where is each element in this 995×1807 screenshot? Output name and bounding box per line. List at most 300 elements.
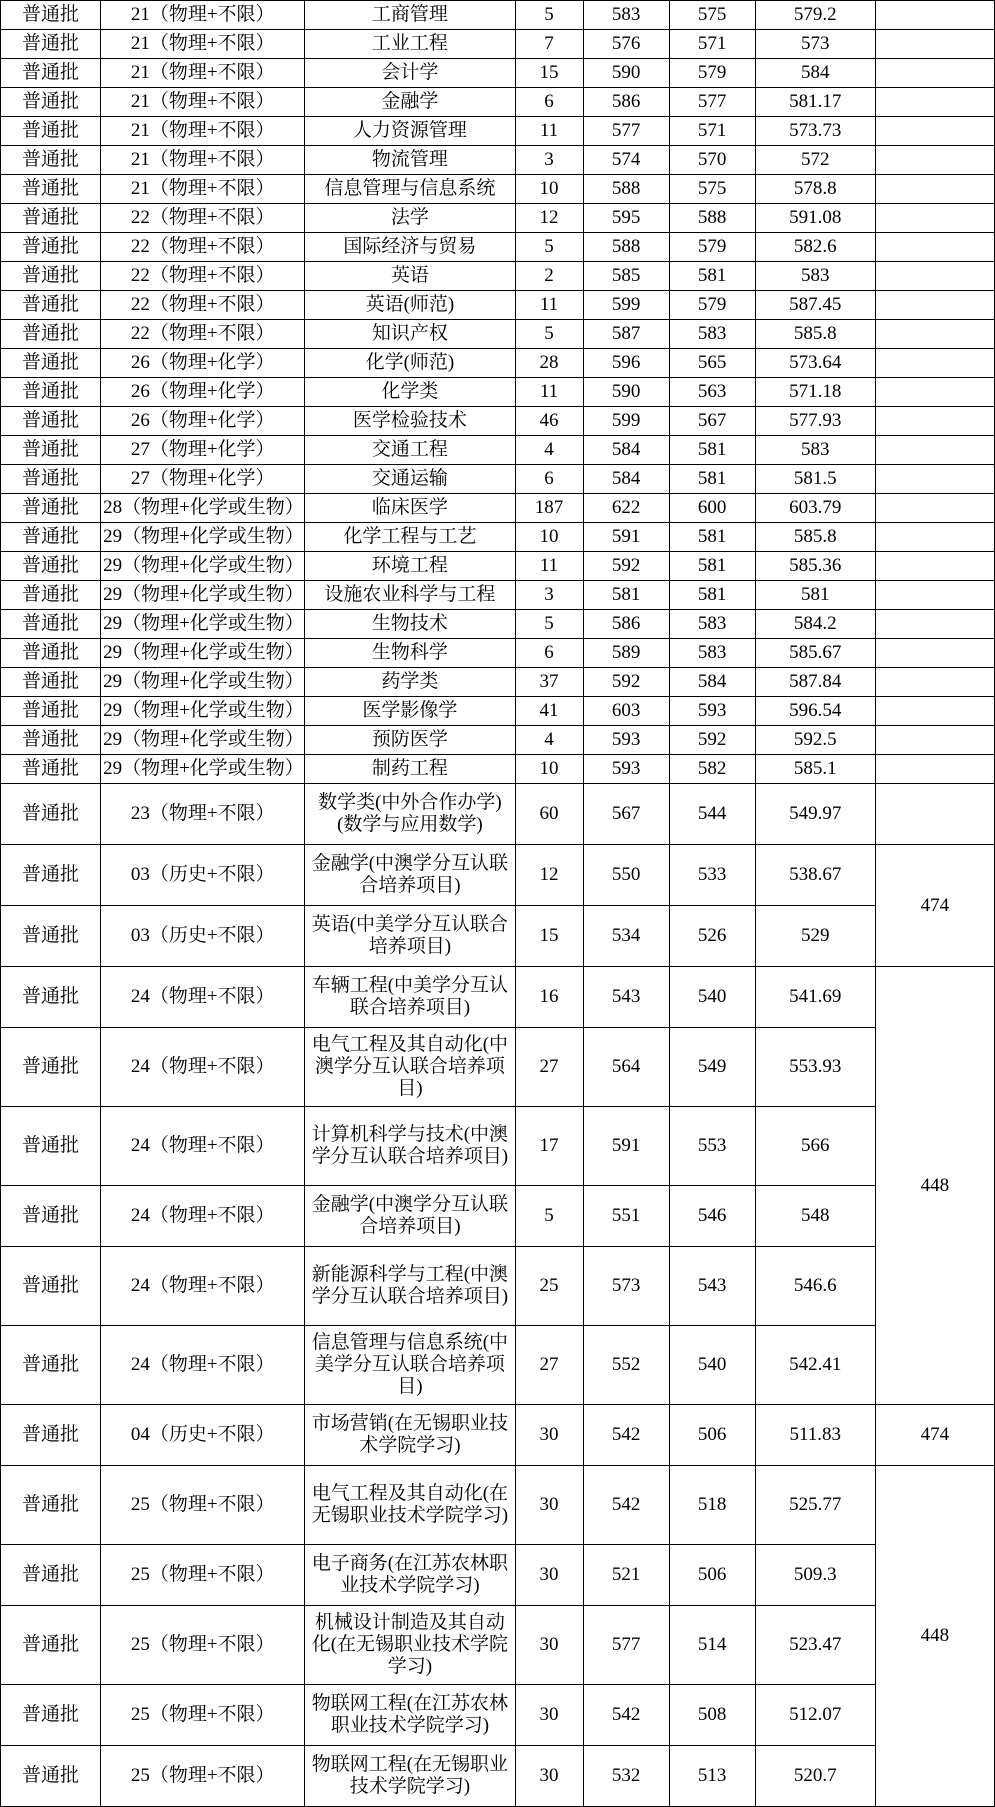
cell-max: 587 — [583, 320, 669, 349]
cell-major: 金融学(中澳学分互认联合培养项目) — [305, 1186, 515, 1247]
cell-avg: 603.79 — [755, 494, 875, 523]
cell-max: 521 — [583, 1545, 669, 1606]
cell-group: 21（物理+不限） — [101, 30, 305, 59]
cell-group: 21（物理+不限） — [101, 117, 305, 146]
cell-major: 信息管理与信息系统(中美学分互认联合培养项目) — [305, 1326, 515, 1405]
cell-max: 532 — [583, 1746, 669, 1807]
table-row — [1, 639, 995, 668]
cell-plan: 10 — [515, 523, 583, 552]
cell-batch: 普通批 — [1, 1247, 101, 1326]
cell-major: 英语(师范) — [305, 291, 515, 320]
cell-batch: 普通批 — [1, 755, 101, 784]
cell-min: 540 — [669, 1326, 755, 1405]
table-row — [1, 967, 995, 1028]
cell-min: 581 — [669, 552, 755, 581]
cell-batch: 普通批 — [1, 1186, 101, 1247]
cell-major: 机械设计制造及其自动化(在无锡职业技术学院学习) — [305, 1606, 515, 1685]
cell-group: 21（物理+不限） — [101, 88, 305, 117]
cell-major: 英语(中美学分互认联合培养项目) — [305, 906, 515, 967]
cell-avg: 573 — [755, 30, 875, 59]
cell-major: 预防医学 — [305, 726, 515, 755]
cell-major: 人力资源管理 — [305, 117, 515, 146]
cell-avg: 579.2 — [755, 1, 875, 30]
cell-line — [875, 668, 994, 697]
cell-group: 26（物理+化学） — [101, 349, 305, 378]
cell-batch: 普通批 — [1, 1466, 101, 1545]
cell-plan: 17 — [515, 1107, 583, 1186]
cell-min: 571 — [669, 117, 755, 146]
cell-plan: 7 — [515, 30, 583, 59]
cell-line — [875, 784, 994, 845]
cell-max: 622 — [583, 494, 669, 523]
cell-line — [875, 88, 994, 117]
cell-batch: 普通批 — [1, 668, 101, 697]
cell-group: 29（物理+化学或生物） — [101, 697, 305, 726]
table-row — [1, 1326, 995, 1405]
cell-min: 567 — [669, 407, 755, 436]
cell-max: 576 — [583, 30, 669, 59]
table-row — [1, 117, 995, 146]
cell-major: 交通工程 — [305, 436, 515, 465]
cell-max: 591 — [583, 1107, 669, 1186]
cell-group: 21（物理+不限） — [101, 175, 305, 204]
cell-avg: 529 — [755, 906, 875, 967]
cell-batch: 普通批 — [1, 320, 101, 349]
cell-max: 552 — [583, 1326, 669, 1405]
cell-avg: 512.07 — [755, 1685, 875, 1746]
cell-avg: 583 — [755, 436, 875, 465]
cell-max: 542 — [583, 1685, 669, 1746]
cell-group: 22（物理+不限） — [101, 204, 305, 233]
cell-group: 04（历史+不限） — [101, 1405, 305, 1466]
cell-group: 22（物理+不限） — [101, 233, 305, 262]
cell-plan: 5 — [515, 1, 583, 30]
cell-plan: 15 — [515, 906, 583, 967]
table-row — [1, 204, 995, 233]
cell-min: 533 — [669, 845, 755, 906]
cell-min: 592 — [669, 726, 755, 755]
cell-plan: 37 — [515, 668, 583, 697]
cell-batch: 普通批 — [1, 697, 101, 726]
cell-max: 592 — [583, 668, 669, 697]
cell-group: 26（物理+化学） — [101, 378, 305, 407]
cell-avg: 581.5 — [755, 465, 875, 494]
cell-max: 588 — [583, 233, 669, 262]
cell-group: 25（物理+不限） — [101, 1746, 305, 1807]
cell-avg: 572 — [755, 146, 875, 175]
cell-max: 590 — [583, 378, 669, 407]
cell-avg: 584 — [755, 59, 875, 88]
table-row — [1, 906, 995, 967]
cell-group: 29（物理+化学或生物） — [101, 610, 305, 639]
cell-min: 571 — [669, 30, 755, 59]
cell-avg: 538.67 — [755, 845, 875, 906]
table-row — [1, 262, 995, 291]
table-row — [1, 581, 995, 610]
cell-line: 448 — [875, 967, 994, 1405]
table-row — [1, 233, 995, 262]
table-row — [1, 59, 995, 88]
table-row — [1, 1606, 995, 1685]
cell-max: 542 — [583, 1405, 669, 1466]
cell-line — [875, 494, 994, 523]
cell-min: 543 — [669, 1247, 755, 1326]
cell-batch: 普通批 — [1, 967, 101, 1028]
table-row — [1, 407, 995, 436]
cell-group: 24（物理+不限） — [101, 1186, 305, 1247]
table-row — [1, 146, 995, 175]
cell-group: 29（物理+化学或生物） — [101, 523, 305, 552]
cell-batch: 普通批 — [1, 291, 101, 320]
cell-group: 25（物理+不限） — [101, 1606, 305, 1685]
cell-plan: 30 — [515, 1545, 583, 1606]
table-row — [1, 349, 995, 378]
cell-plan: 30 — [515, 1606, 583, 1685]
cell-plan: 4 — [515, 436, 583, 465]
table-row — [1, 30, 995, 59]
cell-line — [875, 436, 994, 465]
cell-min: 508 — [669, 1685, 755, 1746]
cell-max: 603 — [583, 697, 669, 726]
cell-max: 590 — [583, 59, 669, 88]
cell-group: 22（物理+不限） — [101, 262, 305, 291]
cell-major: 物联网工程(在无锡职业技术学院学习) — [305, 1746, 515, 1807]
cell-batch: 普通批 — [1, 1405, 101, 1466]
cell-major: 市场营销(在无锡职业技术学院学习) — [305, 1405, 515, 1466]
cell-line — [875, 755, 994, 784]
cell-avg: 585.36 — [755, 552, 875, 581]
cell-major: 计算机科学与技术(中澳学分互认联合培养项目) — [305, 1107, 515, 1186]
cell-min: 581 — [669, 523, 755, 552]
cell-batch: 普通批 — [1, 1107, 101, 1186]
cell-min: 579 — [669, 291, 755, 320]
cell-major: 工商管理 — [305, 1, 515, 30]
table-row — [1, 1028, 995, 1107]
cell-min: 526 — [669, 906, 755, 967]
cell-avg: 581 — [755, 581, 875, 610]
cell-batch: 普通批 — [1, 581, 101, 610]
cell-major: 电气工程及其自动化(在无锡职业技术学院学习) — [305, 1466, 515, 1545]
cell-major: 物流管理 — [305, 146, 515, 175]
cell-batch: 普通批 — [1, 784, 101, 845]
cell-avg: 546.6 — [755, 1247, 875, 1326]
cell-major: 制药工程 — [305, 755, 515, 784]
cell-major: 车辆工程(中美学分互认联合培养项目) — [305, 967, 515, 1028]
cell-batch: 普通批 — [1, 175, 101, 204]
cell-batch: 普通批 — [1, 30, 101, 59]
cell-max: 599 — [583, 407, 669, 436]
cell-line — [875, 59, 994, 88]
cell-major: 临床医学 — [305, 494, 515, 523]
cell-batch: 普通批 — [1, 407, 101, 436]
cell-min: 506 — [669, 1545, 755, 1606]
cell-max: 584 — [583, 465, 669, 494]
cell-line — [875, 610, 994, 639]
cell-plan: 11 — [515, 291, 583, 320]
cell-line — [875, 697, 994, 726]
cell-avg: 571.18 — [755, 378, 875, 407]
cell-major: 金融学(中澳学分互认联合培养项目) — [305, 845, 515, 906]
cell-max: 586 — [583, 610, 669, 639]
cell-avg: 591.08 — [755, 204, 875, 233]
cell-avg: 542.41 — [755, 1326, 875, 1405]
cell-avg: 573.73 — [755, 117, 875, 146]
cell-plan: 46 — [515, 407, 583, 436]
cell-avg: 587.84 — [755, 668, 875, 697]
cell-avg: 541.69 — [755, 967, 875, 1028]
cell-max: 589 — [583, 639, 669, 668]
cell-max: 542 — [583, 1466, 669, 1545]
cell-batch: 普通批 — [1, 204, 101, 233]
cell-max: 534 — [583, 906, 669, 967]
cell-line — [875, 204, 994, 233]
cell-min: 575 — [669, 175, 755, 204]
cell-max: 586 — [583, 88, 669, 117]
cell-max: 550 — [583, 845, 669, 906]
cell-line — [875, 30, 994, 59]
cell-major: 数学类(中外合作办学)(数学与应用数学) — [305, 784, 515, 845]
cell-batch: 普通批 — [1, 378, 101, 407]
table-row — [1, 1186, 995, 1247]
cell-line — [875, 407, 994, 436]
cell-plan: 30 — [515, 1466, 583, 1545]
table-row — [1, 755, 995, 784]
cell-group: 21（物理+不限） — [101, 146, 305, 175]
cell-avg: 596.54 — [755, 697, 875, 726]
cell-max: 592 — [583, 552, 669, 581]
cell-major: 生物技术 — [305, 610, 515, 639]
cell-major: 物联网工程(在江苏农林职业技术学院学习) — [305, 1685, 515, 1746]
cell-group: 29（物理+化学或生物） — [101, 668, 305, 697]
cell-min: 544 — [669, 784, 755, 845]
cell-min: 581 — [669, 262, 755, 291]
cell-min: 513 — [669, 1746, 755, 1807]
cell-batch: 普通批 — [1, 523, 101, 552]
cell-group: 22（物理+不限） — [101, 291, 305, 320]
table-row — [1, 1405, 995, 1466]
cell-plan: 3 — [515, 146, 583, 175]
cell-min: 581 — [669, 465, 755, 494]
cell-avg: 585.67 — [755, 639, 875, 668]
cell-max: 591 — [583, 523, 669, 552]
table-row — [1, 1107, 995, 1186]
cell-plan: 6 — [515, 639, 583, 668]
cell-line — [875, 320, 994, 349]
cell-batch: 普通批 — [1, 1326, 101, 1405]
cell-min: 581 — [669, 436, 755, 465]
cell-batch: 普通批 — [1, 1606, 101, 1685]
cell-line — [875, 349, 994, 378]
cell-max: 574 — [583, 146, 669, 175]
cell-group: 23（物理+不限） — [101, 784, 305, 845]
cell-plan: 10 — [515, 755, 583, 784]
table-row — [1, 1, 995, 30]
table-row — [1, 845, 995, 906]
cell-min: 600 — [669, 494, 755, 523]
cell-batch: 普通批 — [1, 1746, 101, 1807]
cell-group: 28（物理+化学或生物） — [101, 494, 305, 523]
cell-plan: 25 — [515, 1247, 583, 1326]
cell-line — [875, 581, 994, 610]
cell-avg: 582.6 — [755, 233, 875, 262]
cell-line — [875, 262, 994, 291]
cell-max: 585 — [583, 262, 669, 291]
cell-min: 540 — [669, 967, 755, 1028]
cell-major: 化学(师范) — [305, 349, 515, 378]
cell-group: 29（物理+化学或生物） — [101, 581, 305, 610]
cell-group: 27（物理+化学） — [101, 436, 305, 465]
cell-avg: 592.5 — [755, 726, 875, 755]
cell-line — [875, 552, 994, 581]
cell-major: 生物科学 — [305, 639, 515, 668]
cell-avg: 525.77 — [755, 1466, 875, 1545]
cell-group: 03（历史+不限） — [101, 906, 305, 967]
cell-avg: 584.2 — [755, 610, 875, 639]
cell-batch: 普通批 — [1, 465, 101, 494]
table-row — [1, 668, 995, 697]
cell-min: 579 — [669, 233, 755, 262]
cell-batch: 普通批 — [1, 349, 101, 378]
cell-batch: 普通批 — [1, 88, 101, 117]
cell-plan: 12 — [515, 204, 583, 233]
cell-min: 582 — [669, 755, 755, 784]
cell-avg: 520.7 — [755, 1746, 875, 1807]
cell-min: 588 — [669, 204, 755, 233]
cell-max: 595 — [583, 204, 669, 233]
cell-min: 577 — [669, 88, 755, 117]
cell-group: 21（物理+不限） — [101, 1, 305, 30]
cell-plan: 27 — [515, 1028, 583, 1107]
cell-batch: 普通批 — [1, 233, 101, 262]
cell-min: 514 — [669, 1606, 755, 1685]
cell-max: 551 — [583, 1186, 669, 1247]
cell-avg: 585.8 — [755, 523, 875, 552]
cell-min: 546 — [669, 1186, 755, 1247]
cell-major: 化学工程与工艺 — [305, 523, 515, 552]
cell-min: 583 — [669, 639, 755, 668]
cell-batch: 普通批 — [1, 845, 101, 906]
cell-line — [875, 639, 994, 668]
cell-major: 药学类 — [305, 668, 515, 697]
cell-avg: 587.45 — [755, 291, 875, 320]
cell-group: 24（物理+不限） — [101, 1028, 305, 1107]
cell-min: 583 — [669, 610, 755, 639]
cell-major: 金融学 — [305, 88, 515, 117]
cell-batch: 普通批 — [1, 117, 101, 146]
cell-avg: 573.64 — [755, 349, 875, 378]
cell-major: 英语 — [305, 262, 515, 291]
cell-plan: 16 — [515, 967, 583, 1028]
cell-batch: 普通批 — [1, 1545, 101, 1606]
cell-avg: 566 — [755, 1107, 875, 1186]
cell-plan: 5 — [515, 320, 583, 349]
cell-major: 信息管理与信息系统 — [305, 175, 515, 204]
cell-line — [875, 465, 994, 494]
cell-group: 21（物理+不限） — [101, 59, 305, 88]
cell-max: 584 — [583, 436, 669, 465]
cell-group: 26（物理+化学） — [101, 407, 305, 436]
cell-group: 24（物理+不限） — [101, 1247, 305, 1326]
cell-line — [875, 523, 994, 552]
cell-major: 法学 — [305, 204, 515, 233]
table-row — [1, 175, 995, 204]
cell-avg: 578.8 — [755, 175, 875, 204]
cell-min: 553 — [669, 1107, 755, 1186]
cell-plan: 30 — [515, 1405, 583, 1466]
cell-avg: 511.83 — [755, 1405, 875, 1466]
cell-line — [875, 378, 994, 407]
cell-plan: 27 — [515, 1326, 583, 1405]
cell-plan: 5 — [515, 1186, 583, 1247]
cell-group: 25（物理+不限） — [101, 1545, 305, 1606]
cell-plan: 5 — [515, 233, 583, 262]
cell-min: 565 — [669, 349, 755, 378]
cell-min: 593 — [669, 697, 755, 726]
cell-avg: 583 — [755, 262, 875, 291]
table-row — [1, 697, 995, 726]
cell-plan: 187 — [515, 494, 583, 523]
cell-avg: 553.93 — [755, 1028, 875, 1107]
cell-group: 25（物理+不限） — [101, 1466, 305, 1545]
table-row — [1, 610, 995, 639]
cell-major: 设施农业科学与工程 — [305, 581, 515, 610]
cell-plan: 11 — [515, 378, 583, 407]
cell-min: 549 — [669, 1028, 755, 1107]
cell-group: 25（物理+不限） — [101, 1685, 305, 1746]
cell-plan: 5 — [515, 610, 583, 639]
cell-max: 577 — [583, 1606, 669, 1685]
cell-plan: 30 — [515, 1746, 583, 1807]
cell-line: 474 — [875, 1405, 994, 1466]
cell-avg: 577.93 — [755, 407, 875, 436]
cell-min: 570 — [669, 146, 755, 175]
cell-max: 577 — [583, 117, 669, 146]
cell-batch: 普通批 — [1, 1, 101, 30]
cell-min: 583 — [669, 320, 755, 349]
cell-plan: 28 — [515, 349, 583, 378]
cell-batch: 普通批 — [1, 610, 101, 639]
cell-max: 543 — [583, 967, 669, 1028]
table-row — [1, 465, 995, 494]
cell-plan: 30 — [515, 1685, 583, 1746]
cell-batch: 普通批 — [1, 639, 101, 668]
cell-line — [875, 1, 994, 30]
table-row — [1, 784, 995, 845]
cell-plan: 60 — [515, 784, 583, 845]
cell-avg: 581.17 — [755, 88, 875, 117]
cell-max: 593 — [583, 755, 669, 784]
table-row — [1, 523, 995, 552]
table-row — [1, 1247, 995, 1326]
cell-major: 知识产权 — [305, 320, 515, 349]
cell-min: 518 — [669, 1466, 755, 1545]
cell-plan: 41 — [515, 697, 583, 726]
cell-group: 29（物理+化学或生物） — [101, 552, 305, 581]
cell-batch: 普通批 — [1, 906, 101, 967]
cell-line — [875, 291, 994, 320]
cell-max: 567 — [583, 784, 669, 845]
cell-avg: 509.3 — [755, 1545, 875, 1606]
cell-group: 03（历史+不限） — [101, 845, 305, 906]
cell-avg: 523.47 — [755, 1606, 875, 1685]
table-row — [1, 1746, 995, 1807]
cell-line — [875, 146, 994, 175]
cell-line: 474 — [875, 845, 994, 967]
table-row — [1, 726, 995, 755]
cell-max: 588 — [583, 175, 669, 204]
cell-plan: 3 — [515, 581, 583, 610]
cell-major: 电气工程及其自动化(中澳学分互认联合培养项目) — [305, 1028, 515, 1107]
